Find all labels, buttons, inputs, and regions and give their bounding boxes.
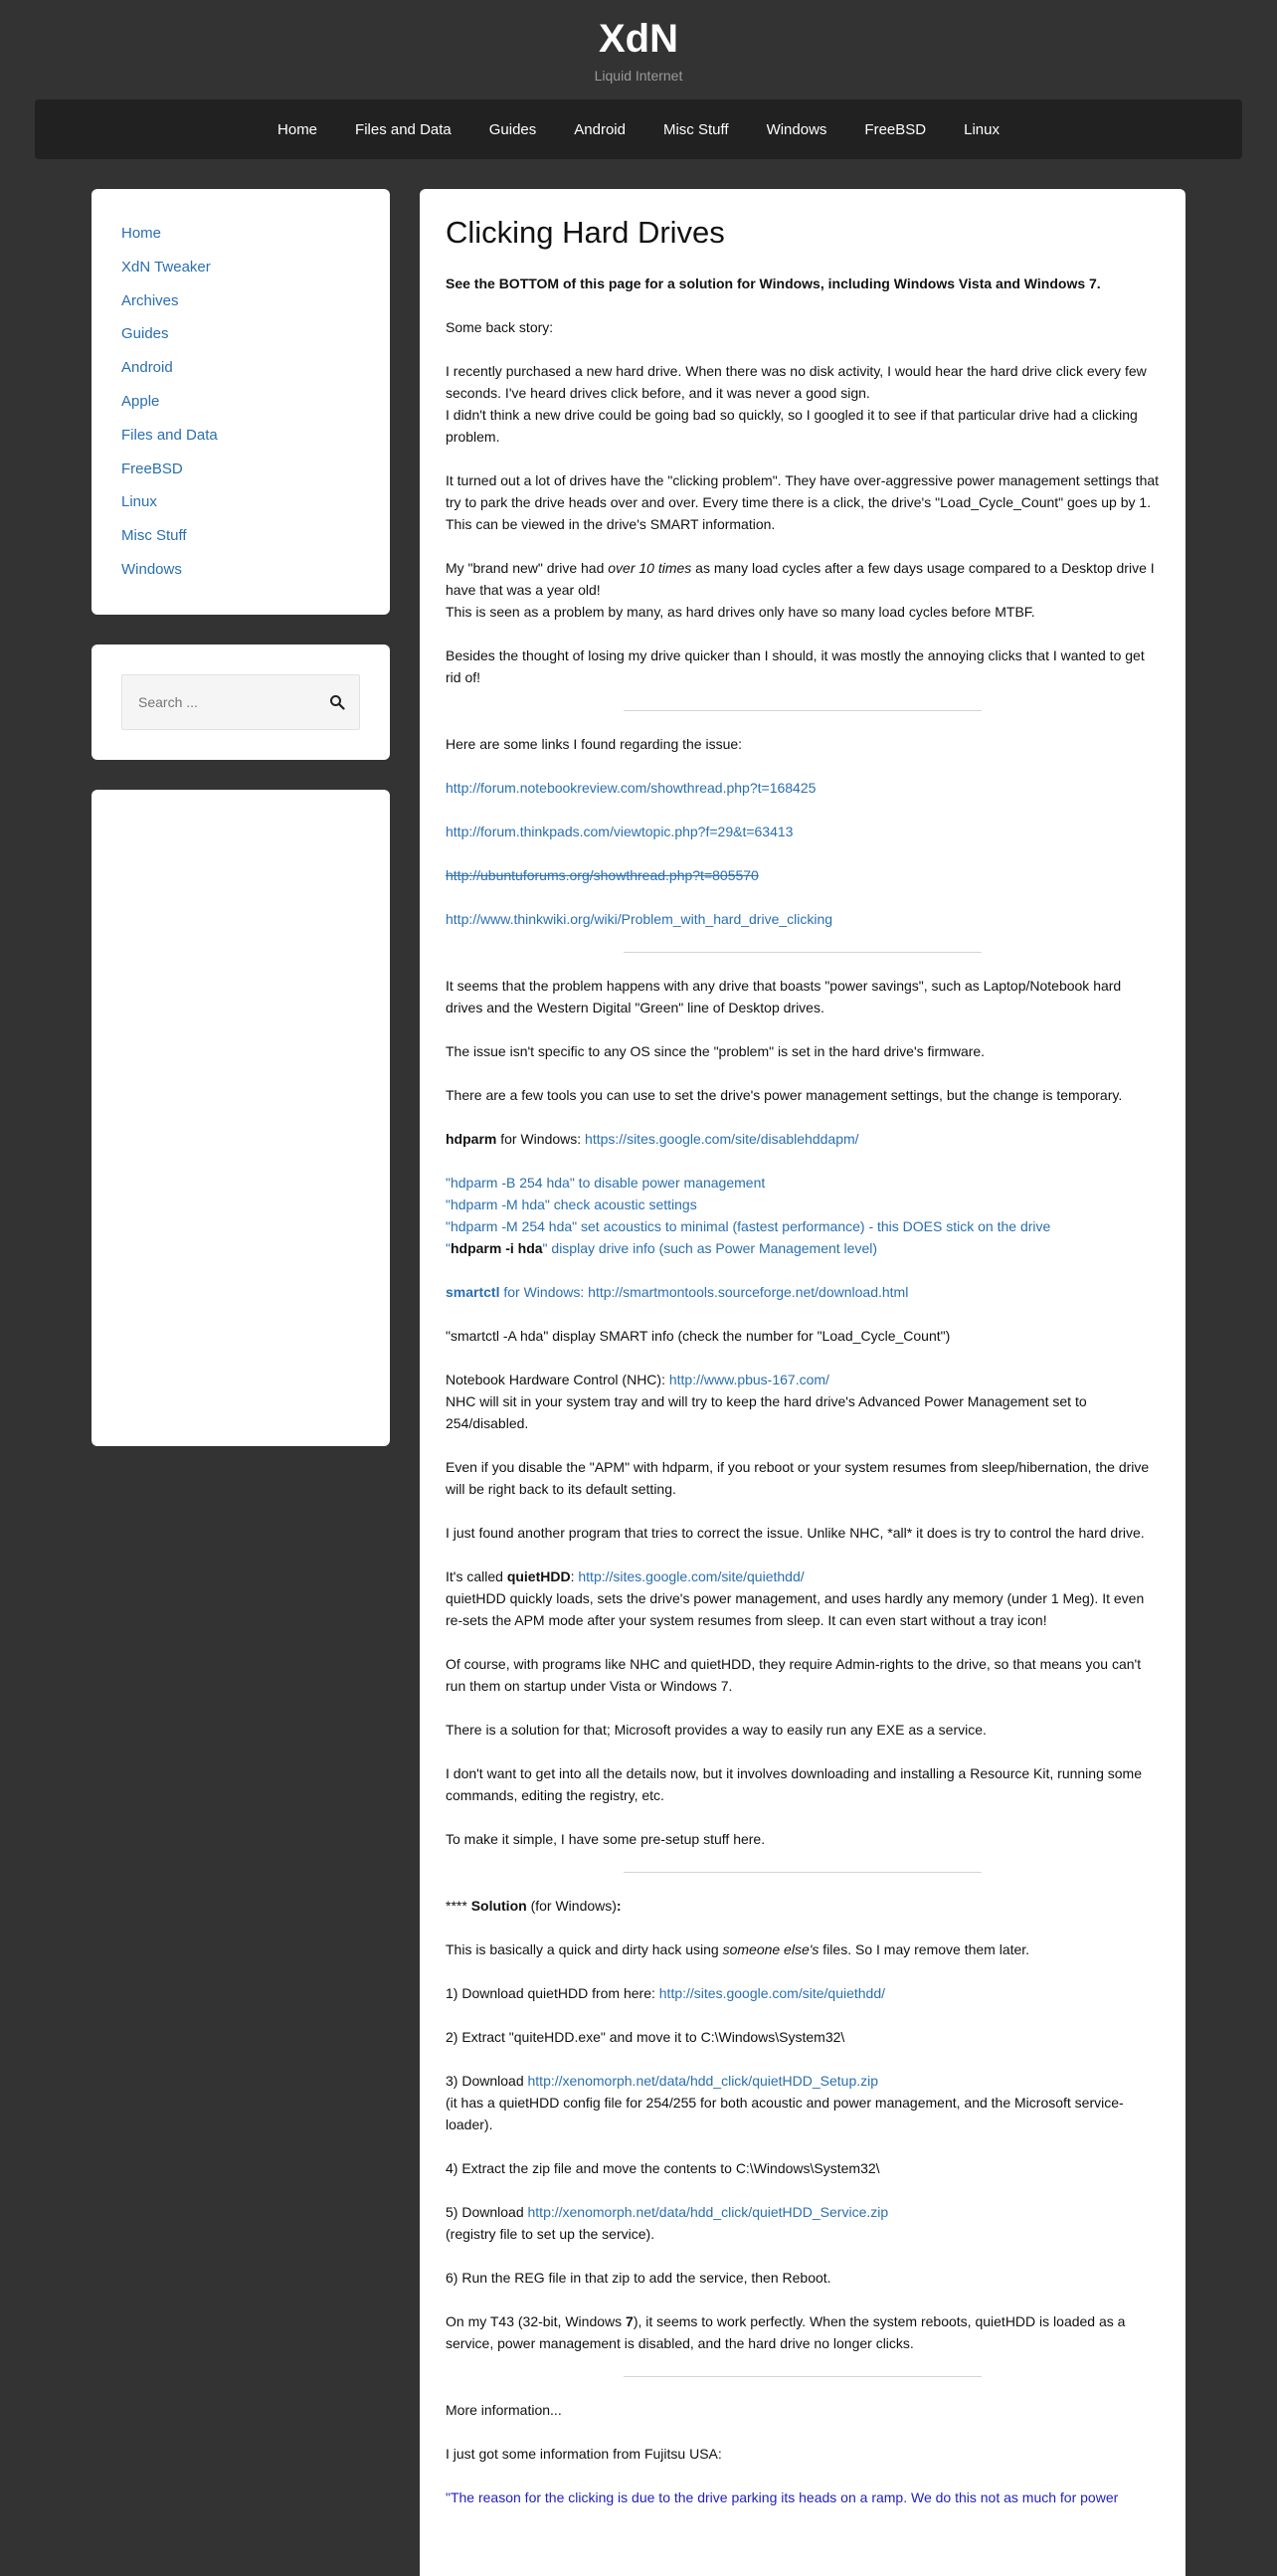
text: files. So I may remove them later. [819, 1941, 1030, 1957]
link-smartctl[interactable]: for Windows: http://smartmontools.sourceforge.net/download.html [499, 1284, 909, 1300]
text: It's called [446, 1568, 507, 1584]
site-header [0, 0, 1277, 99]
sidebar-empty-widget [91, 790, 390, 1446]
text: ), it seems to work perfectly. When the system reboots, quietHDD is loaded as a service, power management is disabled, and the hard drive no longer clicks. [446, 2313, 1126, 2351]
sidebar-item-freebsd[interactable]: FreeBSD [121, 460, 183, 477]
link-ubuntuforums[interactable]: http://ubuntuforums.org/showthread.php?t=805570 [446, 867, 759, 883]
sidebar-menu [91, 189, 390, 615]
site-tagline: Liquid Internet [594, 68, 683, 84]
divider [624, 1872, 982, 1873]
paragraph: (it has a quietHDD config file for 254/255 for both acoustic and power management, and the Microsoft service-loader). [446, 2095, 1124, 2132]
divider [624, 2376, 982, 2377]
step: 2) Extract "quiteHDD.exe" and move it to C:\Windows\System32\ [446, 2029, 845, 2045]
paragraph: Even if you disable the "APM" with hdparm, if you reboot or your system resumes from sleep/hibernation, the drive will be right back to its default setting. [446, 1459, 1150, 1497]
paragraph: Of course, with programs like NHC and quietHDD, they require Admin-rights to the drive, so that means you can't run them on startup under Vista or Windows 7. [446, 1656, 1142, 1694]
paragraph: More information... [446, 2402, 562, 2418]
bold-text: 7 [626, 2313, 634, 2329]
nav-files-and-data[interactable]: Files and Data [355, 120, 452, 138]
paragraph: It turned out a lot of drives have the "clicking problem". They have over-aggressive power management settings that try to park the drive heads over and over. Every time there is a click, the drive's "Load_Cycle_Count" goes up by 1. This can be viewed in the drive's SMART information. [446, 472, 1160, 532]
text: Notebook Hardware Control (NHC): [446, 1372, 669, 1387]
paragraph: I just got some information from Fujitsu USA: [446, 2446, 722, 2462]
sidebar-item-misc-stuff[interactable]: Misc Stuff [121, 527, 187, 545]
nav-home[interactable]: Home [277, 120, 318, 138]
text: 5) Download [446, 2204, 528, 2220]
sidebar-item-guides[interactable]: Guides [121, 325, 169, 343]
paragraph: I don't want to get into all the details now, but it involves downloading and installing a Resource Kit, running some commands, editing the registry, etc. [446, 1765, 1142, 1803]
link-quiethdd[interactable]: http://sites.google.com/site/quiethdd/ [578, 1568, 805, 1584]
command-bold: hdparm -i hda [450, 1240, 543, 1256]
text: (for Windows) [526, 1898, 617, 1914]
article [420, 189, 1186, 2576]
link-step3[interactable]: http://xenomorph.net/data/hdd_click/quietHDD_Setup.zip [527, 2073, 879, 2089]
solution-label: Solution [470, 1898, 527, 1914]
link-hdparm[interactable]: https://sites.google.com/site/disablehddapm/ [585, 1131, 859, 1147]
paragraph: (registry file to set up the service). [446, 2226, 655, 2242]
text: " display drive info (such as Power Management level) [542, 1240, 878, 1256]
search-box [121, 674, 360, 730]
site-title[interactable]: XdN [599, 17, 678, 61]
text: : [616, 1898, 622, 1914]
sidebar-item-android[interactable]: Android [121, 359, 173, 377]
paragraph: Besides the thought of losing my drive quicker than I should, it was mostly the annoying clicks that I wanted to get rid of! [446, 647, 1145, 685]
divider [624, 710, 982, 711]
text: **** [446, 1898, 471, 1914]
sidebar-item-linux[interactable]: Linux [121, 493, 157, 511]
command-line: "hdparm -M hda" check acoustic settings [446, 1196, 697, 1212]
nav-linux[interactable]: Linux [964, 120, 1000, 138]
sidebar-item-home[interactable]: Home [121, 225, 162, 242]
nav-misc-stuff[interactable]: Misc Stuff [662, 120, 729, 138]
article-title: Clicking Hard Drives [446, 215, 725, 250]
text: This is basically a quick and dirty hack using [446, 1941, 723, 1957]
text: On my T43 (32-bit, Windows [446, 2313, 627, 2329]
search-icon[interactable] [329, 694, 345, 710]
main-nav [35, 99, 1242, 159]
paragraph: I didn't think a new drive could be going bad so quickly, so I googled it to see if that particular drive had a clicking problem. [446, 407, 1138, 445]
intro-bold: See the BOTTOM of this page for a solution for Windows, including Windows Vista and Windows 7. [446, 276, 1101, 291]
text: 1) Download quietHDD from here: [446, 1985, 659, 2001]
search-input[interactable] [122, 675, 359, 729]
text: as many load cycles after a few days usage compared to a Desktop drive I have that was a year old! [446, 560, 1155, 598]
paragraph: There are a few tools you can use to set the drive's power management settings, but the change is temporary. [446, 1087, 1123, 1103]
sidebar-item-archives[interactable]: Archives [121, 291, 179, 309]
paragraph: It seems that the problem happens with any drive that boasts "power savings", such as Laptop/Notebook hard drives and the Western Digital "Green" line of Desktop drives. [446, 978, 1122, 1015]
emphasis: over 10 times [608, 560, 692, 576]
step: 4) Extract the zip file and move the contents to C:\Windows\System32\ [446, 2160, 880, 2176]
paragraph: I recently purchased a new hard drive. When there was no disk activity, I would hear the hard drive click every few seconds. I've heard drives click before, and it was never a good sign. [446, 363, 1147, 401]
command-line: "hdparm -M 254 hda" set acoustics to minimal (fastest performance) - this DOES stick on the drive [446, 1218, 1051, 1234]
paragraph: NHC will sit in your system tray and will try to keep the hard drive's Advanced Power Management set to 254/disabled. [446, 1393, 1087, 1431]
link-thinkwiki[interactable]: http://www.thinkwiki.org/wiki/Problem_with_hard_drive_clicking [446, 911, 833, 927]
link-notebookreview[interactable]: http://forum.notebookreview.com/showthread.php?t=168425 [446, 780, 817, 796]
paragraph: To make it simple, I have some pre-setup stuff here. [446, 1831, 766, 1847]
step: 6) Run the REG file in that zip to add the service, then Reboot. [446, 2270, 831, 2286]
sidebar-search-widget [91, 644, 390, 760]
divider [624, 952, 982, 953]
paragraph: I just found another program that tries to correct the issue. Unlike NHC, *all* it does is try to control the hard drive. [446, 1525, 1145, 1541]
quiethdd-label: quietHDD [506, 1568, 571, 1584]
paragraph: This is seen as a problem by many, as hard drives only have so many load cycles before MTBF. [446, 604, 1035, 620]
paragraph: "smartctl -A hda" display SMART info (check the number for "Load_Cycle_Count") [446, 1328, 951, 1344]
link-step1[interactable]: http://sites.google.com/site/quiethdd/ [658, 1985, 886, 2001]
text: : [570, 1568, 579, 1584]
paragraph: There is a solution for that; Microsoft provides a way to easily run any EXE as a service. [446, 1722, 987, 1738]
back-story: Some back story: [446, 319, 554, 335]
nav-guides[interactable]: Guides [488, 120, 537, 138]
command-line: "hdparm -B 254 hda" to disable power management [446, 1175, 766, 1191]
sidebar-item-files-and-data[interactable]: Files and Data [121, 426, 218, 444]
smartctl-label: smartctl [446, 1284, 500, 1300]
fujitsu-quote: "The reason for the clicking is due to the drive parking its heads on a ramp. We do this not as much for power [446, 2489, 1119, 2505]
hdparm-label: hdparm [446, 1131, 497, 1147]
text: for Windows: [496, 1131, 586, 1147]
sidebar-item-apple[interactable]: Apple [121, 392, 160, 410]
emphasis: someone else's [722, 1941, 820, 1957]
paragraph: quietHDD quickly loads, sets the drive's power management, and uses hardly any memory (under 1 Meg). It even re-sets the APM mode after your system resumes from sleep. It can even start without a tray icon! [446, 1590, 1145, 1628]
text: My "brand new" drive had [446, 560, 609, 576]
sidebar-item-xdn-tweaker[interactable]: XdN Tweaker [121, 258, 211, 276]
text: " [446, 1240, 451, 1256]
link-step5[interactable]: http://xenomorph.net/data/hdd_click/quietHDD_Service.zip [527, 2204, 889, 2220]
nav-windows[interactable]: Windows [766, 120, 827, 138]
nav-android[interactable]: Android [574, 120, 626, 138]
text: 3) Download [446, 2073, 528, 2089]
nav-freebsd[interactable]: FreeBSD [864, 120, 927, 138]
paragraph: The issue isn't specific to any OS since the "problem" is set in the hard drive's firmware. [446, 1043, 986, 1059]
links-intro: Here are some links I found regarding the issue: [446, 736, 743, 752]
sidebar-item-windows[interactable]: Windows [121, 560, 182, 578]
link-nhc[interactable]: http://www.pbus-167.com/ [668, 1372, 829, 1387]
link-thinkpads[interactable]: http://forum.thinkpads.com/viewtopic.php?f=29&t=63413 [446, 824, 794, 839]
